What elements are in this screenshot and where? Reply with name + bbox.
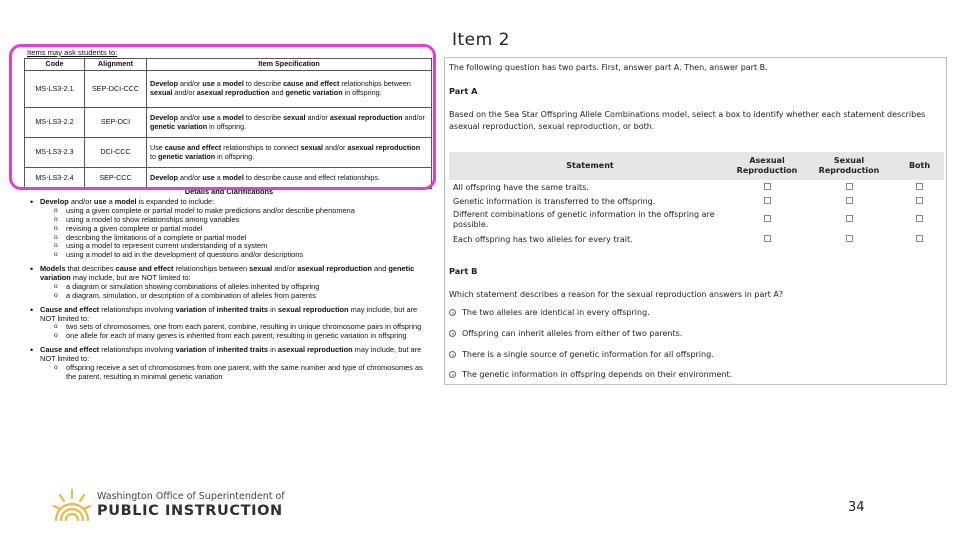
part-a-matrix [449,152,944,246]
matrix-header-statement: Statement [449,152,731,180]
spec-alignment: DCI-CCC [85,138,147,168]
details-subitem: o one allele for each of many genes is inherited from each parent, resulting in genetic variation in offspring [52,332,428,341]
matrix-statement: Each offspring has two alleles for every trait. [453,234,633,244]
matrix-header-sexual: Sexual Reproduction [803,152,895,180]
spec-description: Develop and/or use a model to describe cause and effect relationships. [147,168,432,189]
part-b-option[interactable] [449,350,714,359]
details-subitem: o using a model to aid in the development of questions and/or descriptions [52,251,428,260]
both-checkbox[interactable] [916,197,923,204]
spec-description: Develop and/or use a model to describe sexual and/or asexual reproduction and/or genetic variation in offspring. [147,108,432,138]
radio-button-icon[interactable] [449,371,456,378]
matrix-row [449,180,944,194]
slide-title: Item 2 [452,30,510,50]
spec-description: Use cause and effect relationships to connect sexual and/or asexual reproduction to genetic variation in offspring. [147,138,432,168]
org-name: PUBLIC INSTRUCTION [97,503,283,519]
org-line: Washington Office of Superintendent of [97,491,285,502]
part-b-option[interactable] [449,329,682,338]
details-subitem: o two sets of chromosomes, one from each parent, combine, resulting in unique chromosome pairs in offspring [52,323,428,332]
spec-code: MS-LS3-2.1 [25,71,85,108]
matrix-statement: All offspring have the same traits. [453,182,589,192]
details-list [28,198,428,387]
matrix-row [449,208,944,232]
ask-label: Items may ask students to: [27,48,118,57]
details-item [28,346,428,382]
details-subitem: o a diagram, simulation, or description of a combination of alleles from parents [52,292,428,301]
spec-alignment: SEP-DCI [85,108,147,138]
part-b-option[interactable] [449,370,732,379]
sexual-checkbox[interactable] [846,197,853,204]
sexual-checkbox[interactable] [846,183,853,190]
option-text: The two alleles are identical in every offspring. [462,308,650,317]
details-subitem: o using a model to represent current understanding of a system [52,242,428,251]
details-item [28,198,428,260]
details-subitem: o describing the limitations of a complete or partial model [52,234,428,243]
sexual-checkbox[interactable] [846,215,853,222]
radio-button-icon[interactable] [449,309,456,316]
spec-alignment: SEP-DCI-CCC [85,71,147,108]
matrix-row [449,194,944,208]
matrix-header-asexual: Asexual Reproduction [731,152,803,180]
spec-description: Develop and/or use a model to describe cause and effect relationships between sexual and/or asexual reproduction and genetic variation in offspring. [147,71,432,108]
question-panel [444,57,947,385]
both-checkbox[interactable] [916,235,923,242]
details-lead: Models that describes cause and effect relationships between sexual and/or asexual reproduction and genetic variation may include, but are NOT limited to: [40,264,415,282]
option-text: Offspring can inherit alleles from either of two parents. [462,329,683,338]
details-subitem: o a diagram or simulation showing combinations of alleles inherited by offspring [52,283,428,292]
asexual-checkbox[interactable] [764,215,771,222]
asexual-checkbox[interactable] [764,235,771,242]
matrix-row [449,232,944,246]
matrix-statement: Different combinations of genetic information in the offspring are possible. [453,209,715,229]
radio-button-icon[interactable] [449,330,456,337]
option-text: The genetic information in offspring depends on their environment. [462,370,733,379]
details-subitem: o using a given complete or partial model to make predictions and/or describe phenomena [52,207,428,216]
part-a-label: Part A [449,86,478,96]
part-b-option[interactable] [449,308,650,317]
asexual-checkbox[interactable] [764,197,771,204]
spec-code: MS-LS3-2.2 [25,108,85,138]
details-lead: Cause and effect relationships involving variation of inherited traits in sexual reproduction may include, but are NOT limited to: [40,304,418,323]
header-item-specification: Item Specification [147,59,432,71]
highlight-box [9,44,436,190]
both-checkbox[interactable] [916,183,923,190]
details-item [28,265,428,301]
asexual-checkbox[interactable] [764,183,771,190]
details-subitem: o revising a given complete or partial model [52,225,428,234]
ospi-sun-logo-icon [52,486,92,526]
spec-code: MS-LS3-2.4 [25,168,85,189]
radio-button-icon[interactable] [449,351,456,358]
question-intro: The following question has two parts. First, answer part A. Then, answer part B. [449,63,768,72]
part-a-prompt: Based on the Sea Star Offspring Allele Combinations model, select a box to identify whether each statement describes asexual reproduction, sexual reproduction, or both. [449,110,926,131]
part-b-prompt: Which statement describes a reason for the sexual reproduction answers in part A? [449,290,784,299]
part-b-label: Part B [449,266,478,276]
header-alignment: Alignment [85,59,147,71]
page-number: 34 [848,500,865,515]
matrix-statement: Genetic information is transferred to the offspring. [453,196,656,206]
option-text: There is a single source of genetic information for all offspring. [462,350,714,359]
header-code: Code [25,59,85,71]
details-heading: Details and Clarifications [144,187,314,197]
matrix-header-both: Both [895,152,944,180]
details-subitem: o using a model to show relationships among variables [52,216,428,225]
details-lead: Cause and effect relationships involving variation of inherited traits in asexual reproduction may include, but are NOT limited to: [40,345,422,363]
details-subitem: o offspring receive a set of chromosomes from one parent, with the same number and type of chromosomes as the parent, resulting in minimal genetic variation [52,364,428,382]
details-lead: Develop and/or use a model is expanded to include: [40,197,215,206]
sexual-checkbox[interactable] [846,235,853,242]
details-item [28,306,428,342]
spec-alignment: SEP-CCC [85,168,147,189]
both-checkbox[interactable] [916,215,923,222]
spec-code: MS-LS3-2.3 [25,138,85,168]
